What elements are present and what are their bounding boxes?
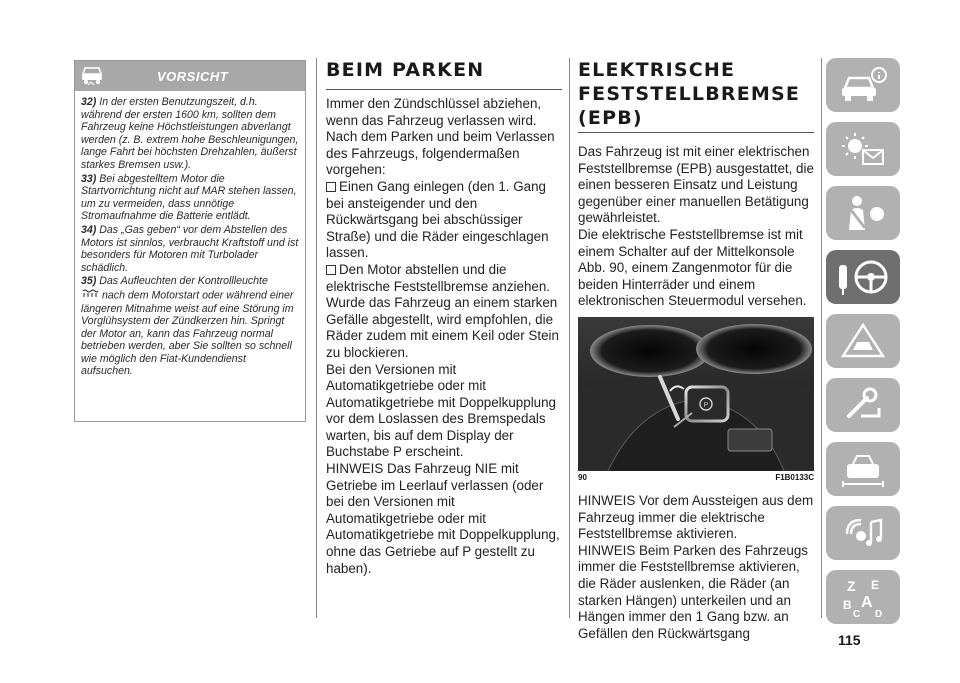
chapter-tabs <box>826 58 900 634</box>
paragraph: HINWEIS Vor dem Aussteigen aus dem Fahrzeug immer die elektrische Feststellbremse aktivieren. <box>578 492 814 542</box>
paragraph: Wurde das Fahrzeug an einem starken Gefälle abgestellt, wird empfohlen, die Räder zudem mit einem Keil oder Stein zu blockieren. <box>326 295 559 360</box>
bullet-item: Den Motor abstellen und die elektrische Feststellbremse anziehen. <box>326 261 551 294</box>
bullet-square-icon <box>326 182 336 192</box>
tab-starting-driving[interactable] <box>826 250 900 304</box>
parking-section <box>326 58 562 577</box>
tab-dashboard-lights[interactable] <box>826 122 900 176</box>
wrench-tools-icon <box>839 386 887 424</box>
epb-heading-line: ELEKTRISCHE <box>578 59 736 81</box>
bullet-square-icon <box>326 265 336 275</box>
tab-multimedia[interactable] <box>826 506 900 560</box>
car-dimensions-icon <box>839 450 887 488</box>
epb-heading-line: FESTSTELLBREMSE <box>578 83 801 105</box>
tab-emergency[interactable] <box>826 314 900 368</box>
heading-rule <box>578 132 814 133</box>
column-divider <box>316 58 317 618</box>
epb-section <box>578 58 814 642</box>
figure-code: F1B0133C <box>775 472 814 482</box>
warning-triangle-car-icon <box>839 322 887 360</box>
paragraph: Das Fahrzeug ist mit einer elektrischen Feststellbremse (EPB) ausgestattet, die einen besseren Einsatz und Leistung gegenüber einer manuellen Betätigung gewährleistet. <box>578 144 814 226</box>
heading-rule <box>326 89 562 90</box>
car-info-icon <box>839 66 887 104</box>
tab-technical-data[interactable] <box>826 442 900 496</box>
dashboard-lights-icon <box>839 130 887 168</box>
caution-note: 32) In der ersten Benutzungszeit, d.h. während der ersten 1600 km, sollten dem Fahrzeug keine Höchstleistungen abverlangt werden (z. B. extrem hohe Beschleunigungen, lange Fahrt bei höchsten Drehzahlen, äußerst starkes Bremsen usw.). <box>81 96 299 171</box>
page-number: 115 <box>838 632 861 648</box>
glow-plug-icon <box>81 289 99 303</box>
paragraph: Bei den Versionen mit Automatikgetriebe oder mit Automatikgetriebe mit Doppelkupplung vor dem Loslassen des Bremspedals warten, bis auf dem Display der Buchstabe P erscheint. <box>326 361 557 460</box>
svg-text:A: A <box>861 594 873 611</box>
epb-heading-line: (EPB) <box>578 107 643 129</box>
svg-text:B: B <box>843 598 852 612</box>
paragraph: Immer den Zündschlüssel abziehen, wenn das Fahrzeug verlassen wird. <box>326 96 542 128</box>
caution-header <box>75 61 305 91</box>
paragraph: Die elektrische Feststellbremse ist mit einem Schalter auf der Mittelkonsole Abb. 90, einem Zangenmotor für die beiden Hinterräder und einem elektronischen Steuermodul versehen. <box>578 226 807 309</box>
alphabetical-index-icon <box>837 575 889 619</box>
caution-note: 33) Bei abgestelltem Motor die Startvorrichtung nicht auf MAR stehen lassen, um zu vermeiden, dass unnötige Stromaufnahme die Batterie entlädt. <box>81 172 297 223</box>
bullet-item: Einen Gang einlegen (den 1. Gang bei ansteigender und den Rückwärtsgang bei abschüssiger Straße) und die Räder eingeschlagen lassen. <box>326 178 549 261</box>
column-divider <box>821 58 822 618</box>
caution-box <box>74 60 306 422</box>
paragraph: HINWEIS Das Fahrzeug NIE mit Getriebe im Leerlauf verlassen (oder bei den Versionen mit Automatikgetriebe oder mit Automatikgetriebe mit Doppelkupplung, ohne das Getriebe auf P gestellt zu haben). <box>326 461 560 576</box>
svg-text:P: P <box>703 401 709 409</box>
svg-text:E: E <box>871 578 880 592</box>
tab-maintenance[interactable] <box>826 378 900 432</box>
figure-caption <box>578 473 814 482</box>
figure-number: 90 <box>578 472 587 482</box>
seatbelt-airbag-icon <box>839 194 887 232</box>
svg-text:D: D <box>875 609 883 619</box>
parking-heading: BEIM PARKEN <box>326 59 485 81</box>
tab-index[interactable] <box>826 570 900 624</box>
tab-safety[interactable] <box>826 186 900 240</box>
key-steering-wheel-icon <box>835 257 891 297</box>
caution-car-icon <box>75 61 109 91</box>
multimedia-icon <box>839 514 887 552</box>
svg-text:Z: Z <box>847 578 856 594</box>
caution-note: nach dem Motorstart oder während einer längeren Mitnahme weist auf eine Störung im Vorglühsystem der Zündkerzen hin. Springt der Motor an, kann das Fahrzeug normal betrieben werden, aber Sie sollten so schnell wie möglich den Fiat-Kundendienst aufsuchen. <box>81 289 294 378</box>
caution-title: VORSICHT <box>157 68 229 84</box>
console-photo <box>578 317 814 471</box>
caution-note: 35) Das Aufleuchten der Kontrollleuchte <box>81 275 268 288</box>
tab-car-info[interactable] <box>826 58 900 112</box>
paragraph: HINWEIS Beim Parken des Fahrzeugs immer die Feststellbremse aktivieren, die Räder auslenken, die Räder (an starken Hängen) unterkeilen und an Hängen immer den 1 Gang bzw. an Gefällen den Rückwärtsgang <box>578 542 808 641</box>
svg-text:C: C <box>853 609 861 619</box>
paragraph: Nach dem Parken und beim Verlassen des Fahrzeugs, folgendermaßen vorgehen: <box>326 129 555 178</box>
caution-note: 34) Das „Gas geben“ vor dem Abstellen des Motors ist sinnlos, verbraucht Kraftstoff und ist besonders für Motoren mit Turbolader schädlich. <box>81 223 299 274</box>
column-divider <box>569 58 570 618</box>
